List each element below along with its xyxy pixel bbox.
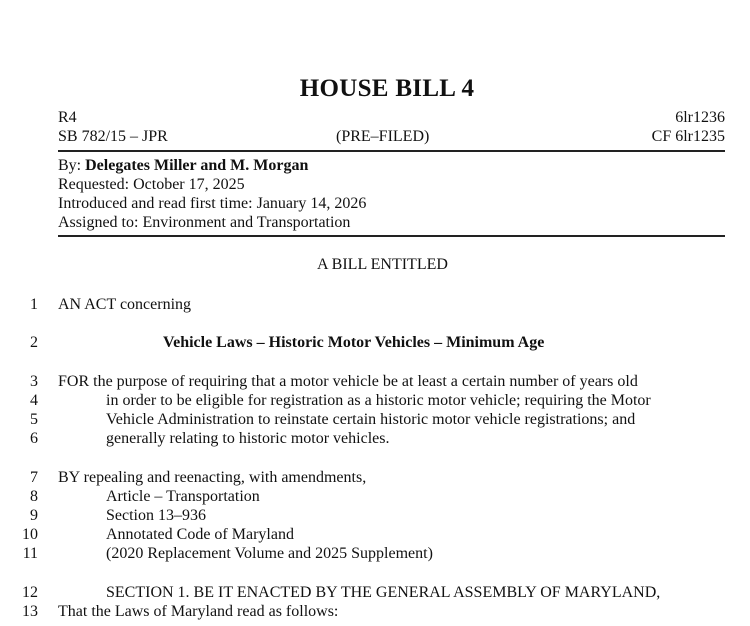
sponsors: Delegates Miller and M. Morgan — [85, 157, 309, 174]
line-number: 7 — [30, 469, 38, 486]
bill-line-text: FOR the purpose of requiring that a motor vehicle be at least a certain number of years old — [58, 373, 638, 390]
requested-date: Requested: October 17, 2025 — [58, 176, 245, 193]
introduced-date: Introduced and read first time: January 14, 2026 — [58, 195, 367, 212]
line-number: 8 — [30, 488, 38, 505]
line-number: 2 — [30, 334, 38, 351]
line-number: 12 — [22, 584, 38, 601]
line-number: 3 — [30, 373, 38, 390]
bill-subject: Vehicle Laws – Historic Motor Vehicles – Minimum Age — [163, 334, 545, 351]
line-number: 11 — [22, 545, 38, 562]
sponsor-line — [58, 156, 308, 175]
by-label: By: — [58, 157, 82, 174]
bill-line-text: AN ACT concerning — [58, 296, 192, 313]
bill-line-text: Vehicle Administration to reinstate certain historic motor vehicle registrations; and — [106, 411, 636, 428]
code-right: 6lr1236 — [675, 109, 725, 126]
bill-line-text: Section 13–936 — [106, 507, 206, 524]
bill-line-text: That the Laws of Maryland read as follows: — [58, 603, 339, 620]
line-number: 10 — [22, 526, 38, 543]
bill-entitled: A BILL ENTITLED — [317, 256, 448, 273]
bill-line-text: in order to be eligible for registration as a historic motor vehicle; requiring the Motor — [106, 392, 651, 409]
header-bottom-rule — [58, 235, 725, 237]
bill-line-text: BY repealing and reenacting, with amendments, — [58, 469, 367, 486]
line-number: 6 — [30, 430, 38, 447]
bill-line-text: generally relating to historic motor vehicles. — [106, 430, 390, 447]
bill-line-text: SECTION 1. BE IT ENACTED BY THE GENERAL ASSEMBLY OF MARYLAND, — [106, 584, 661, 601]
bill-line-text: Article – Transportation — [106, 488, 260, 505]
header-top-rule — [58, 150, 725, 152]
cross-ref-left: SB 782/15 – JPR — [58, 128, 168, 145]
code-left: R4 — [58, 109, 77, 126]
assigned-committee: Assigned to: Environment and Transportation — [58, 214, 351, 231]
prefiled-label: (PRE–FILED) — [336, 128, 430, 145]
bill-title: HOUSE BILL 4 — [299, 75, 475, 102]
line-number: 9 — [30, 507, 38, 524]
bill-line-text: (2020 Replacement Volume and 2025 Supplement) — [106, 545, 433, 562]
line-number: 5 — [30, 411, 38, 428]
line-number: 1 — [30, 296, 38, 313]
cross-ref-right: CF 6lr1235 — [651, 128, 725, 145]
line-number: 13 — [22, 603, 38, 620]
bill-line-text: Annotated Code of Maryland — [106, 526, 294, 543]
line-number: 4 — [30, 392, 38, 409]
